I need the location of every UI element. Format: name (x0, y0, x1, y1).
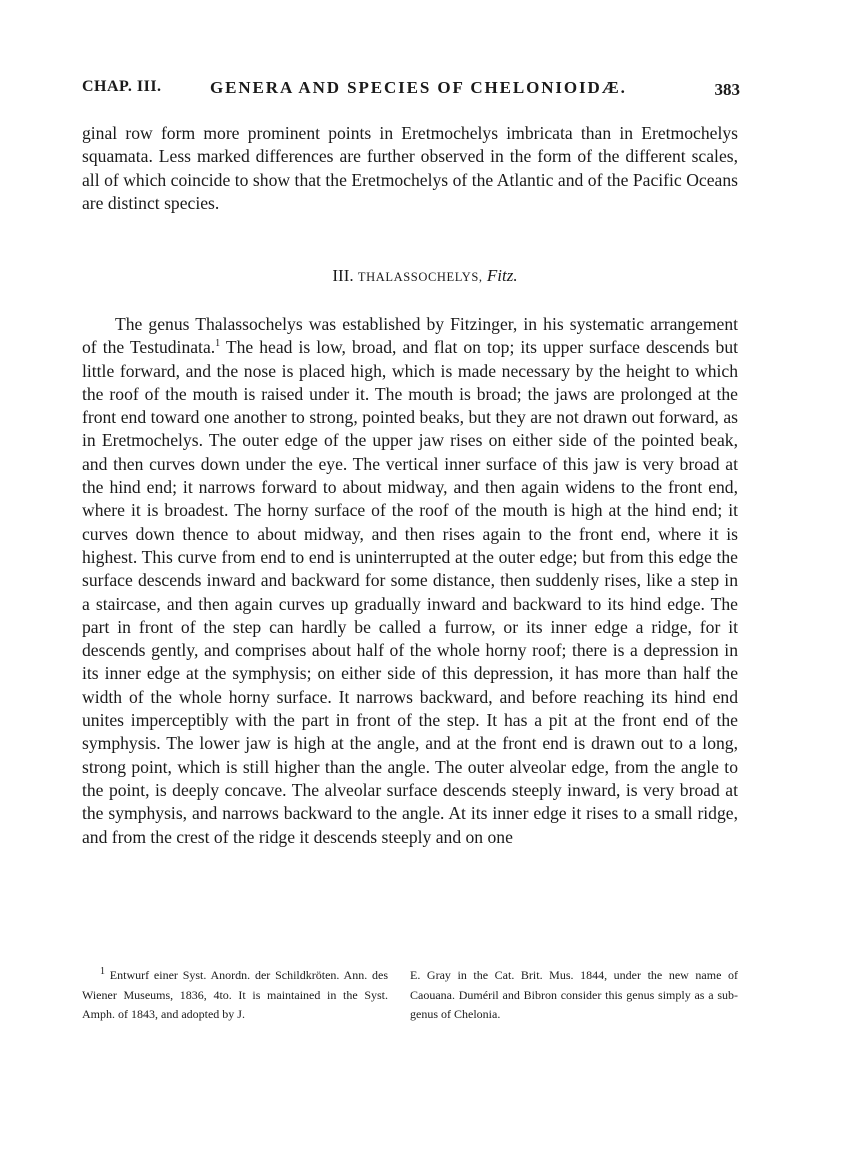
footnote-reference: 1 (215, 338, 221, 350)
body-text-continued: The head is low, broad, and flat on top; its upper surface descends but little forward, and the nose is placed high, which is made necessary by the height to which the roof of the mouth is raised under it. The mouth is broad; the jaws are prolonged at the front end toward one another to strong, pointed beaks, but they are not drawn out forward, as in Eretmochelys. The outer edge of the upper jaw rises on either side of the pointed beak, and then curves down under the eye. The vertical inner surface of this jaw is very broad at the hind end; it narrows forward to about midway, and then again widens to the front end, where it is broadest. The horny surface of the roof of the mouth is high at the hind end; it curves down thence to about midway, and then rises again to the front end, where it is highest. This curve from end to end is uninterrupted at the outer edge; but from this edge the surface descends inward and backward for some distance, then suddenly rises, like a step in a staircase, and then again curves up gradually inward and backward to its hind edge. The part in front of the step can hardly be called a furrow, or its inner edge a ridge, for it descends gently, and comprises about half of the whole horny roof; there is a depression in its inner edge at the symphysis; on either side of this depression, it has more than half the width of the whole horny surface. It narrows backward, and before reaching its hind end unites imperceptibly with the part in front of the step. It has a pit at the front end of the symphysis. The lower jaw is high at the angle, and at the front end is drawn out to a long, strong point, which is still higher than the angle. The outer alveolar edge, from the angle to the point, is deeply concave. The alveolar surface descends steeply inward, is very broad at the symphysis, and narrows backward to the angle. At its inner edge it rises to a small ridge, and from the crest of the ridge it descends steeply and on one (82, 337, 739, 847)
footnote-right-column: E. Gray in the Cat. Brit. Mus. 1844, under the new name of Caouana. Duméril and Bibron consider this genus simply as a sub-genus of Chelonia. (410, 968, 738, 1021)
genus-authority: Fitz. (486, 266, 518, 285)
footnotes (82, 966, 738, 1046)
continued-paragraph: ginal row form more prominent points in Eretmochelys imbricata than in Eretmochelys squamata. Less marked differences are further observed in the form of the different scales, all of which coincide to show that the Eretmochelys of the Atlantic and of the Pacific Oceans are distinct species. (82, 123, 738, 214)
body-paragraph (82, 313, 738, 849)
chapter-label: CHAP. III. (82, 78, 162, 95)
genus-name: THALASSOCHELYS, (357, 270, 483, 284)
running-header (82, 78, 740, 108)
body-text-opening: The genus Thalassochelys was established by Fitzinger, in his systematic arrangement of the Testudinata. (82, 314, 738, 358)
section-numeral: III. (332, 266, 354, 285)
footnote-left-text: Entwurf einer Syst. Anordn. der Schildkröten. Ann. des Wiener Museums, 1836, 4to. It is maintained in the Syst. Amph. of 1843, and adopted by J. (82, 968, 388, 1021)
page-number: 383 (714, 80, 740, 99)
footnote-mark: 1 (100, 966, 105, 977)
section-heading (0, 266, 850, 286)
running-title: GENERA AND SPECIES OF CHELONIOIDÆ. (210, 78, 627, 97)
footnote-left-column (82, 966, 388, 1025)
